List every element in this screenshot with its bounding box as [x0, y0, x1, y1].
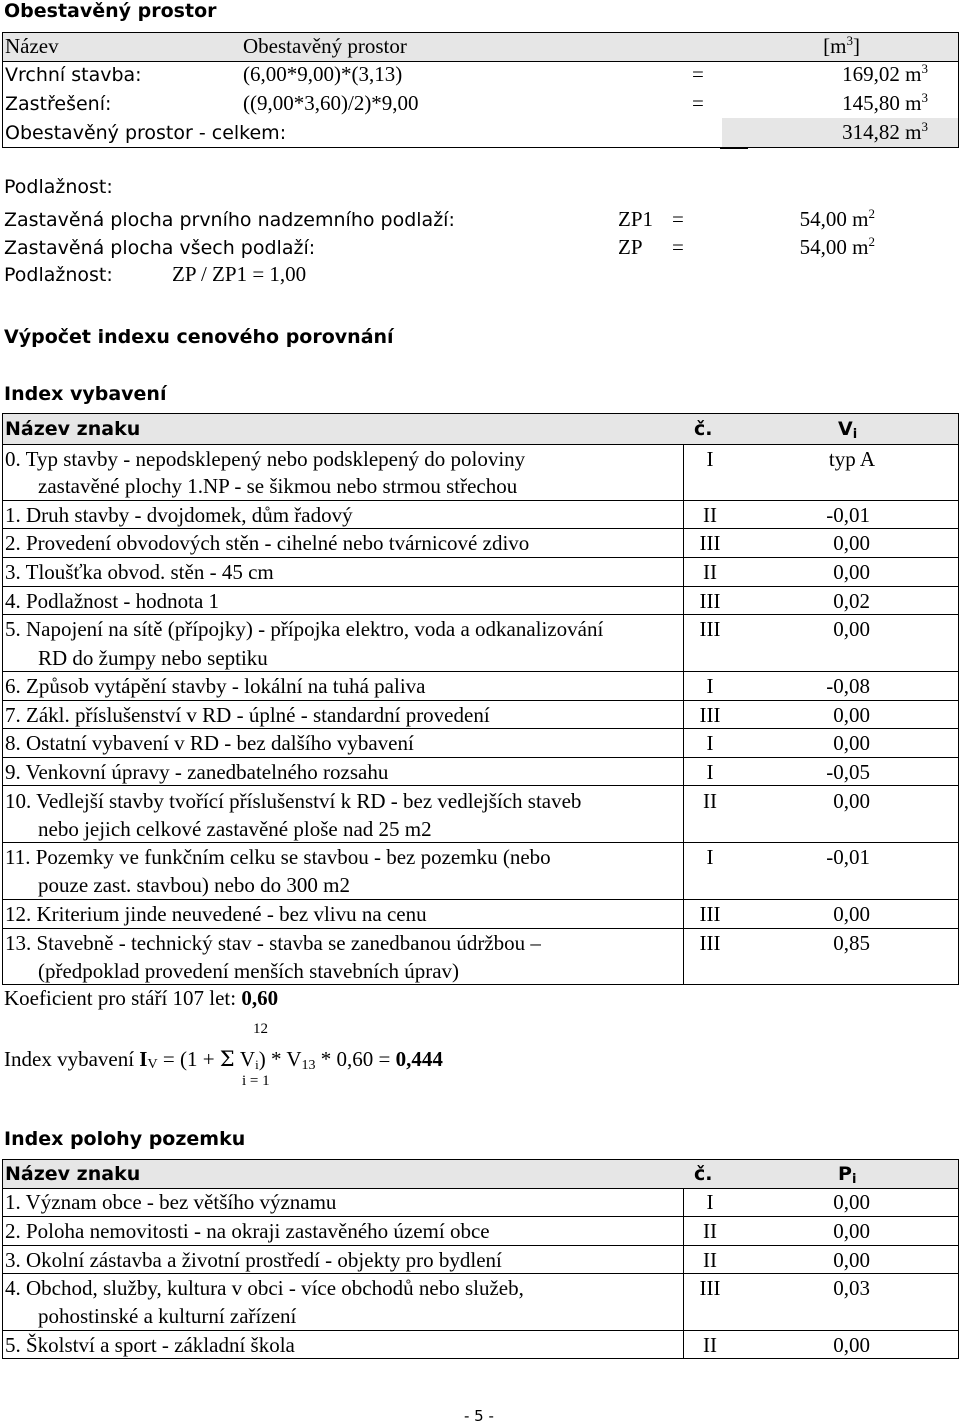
sum-upper-limit: 12 [253, 1021, 268, 1037]
row-num: III [699, 589, 721, 613]
row-num: II [703, 560, 717, 584]
row-line1: 11. Pozemky ve funkčním celku se stavbou - bez pozemku (nebo [5, 845, 551, 869]
row-val: 0,85 [833, 931, 870, 955]
row-line1: 5. Napojení na sítě (přípojky) - přípojka elektro, voda a odkanalizování [5, 617, 604, 641]
calc-title: Výpočet indexu cenového porovnání [4, 326, 394, 348]
podlaznost-code: ZP [618, 235, 643, 259]
divider [720, 147, 748, 149]
row-num: II [703, 1248, 717, 1272]
row-line1: 4. Obchod, služby, kultura v obci - více obchodů nebo služeb, [5, 1276, 524, 1300]
row-num: III [699, 902, 721, 926]
row-line1: 8. Ostatní vybavení v RD - bez dalšího vybavení [5, 731, 414, 755]
row-name: Vrchní stavba: [5, 64, 142, 86]
row-num: II [703, 1219, 717, 1243]
col-header-val: $P_i$ [838, 1163, 857, 1187]
podlaznost-result-label: Podlažnost: [4, 264, 113, 286]
divider [2, 557, 959, 558]
podlaznost-result-formula: ZP / ZP1 = 1,00 [172, 262, 307, 286]
col-header-name: Název [5, 34, 59, 58]
divider [2, 1188, 959, 1189]
divider [2, 1330, 959, 1331]
row-line1: 1. Druh stavby - dvojdomek, dům řadový [5, 503, 353, 527]
row-num: I [706, 731, 714, 755]
row-num: I [706, 1190, 714, 1214]
total-value: 314,82 $m^3$ [842, 119, 928, 144]
row-formula: (6,00*9,00)*(3,13) [243, 62, 403, 86]
row-num: III [699, 1276, 721, 1300]
podlaznost-eq: = [672, 235, 684, 259]
row-num: III [699, 931, 721, 955]
divider [683, 444, 684, 985]
podlaznost-eq: = [672, 207, 684, 231]
row-val: 0,00 [833, 1219, 870, 1243]
divider [2, 757, 959, 758]
divider [2, 728, 959, 729]
row-line1: 4. Podlažnost - hodnota 1 [5, 589, 220, 613]
row-line1: 13. Stavebně - technický stav - stavba se zanedbanou údržbou – [5, 931, 541, 955]
col-header-unit: $[m^3]$ [823, 33, 860, 58]
vybaveni-title: Index vybavení [4, 383, 167, 405]
divider [2, 842, 959, 843]
podlaznost-title: Podlažnost: [4, 176, 113, 198]
row-val: -0,05 [826, 760, 870, 784]
divider [2, 528, 959, 529]
row-num: I [706, 845, 714, 869]
divider [2, 444, 959, 445]
divider [2, 785, 959, 786]
row-line1: 7. Zákl. příslušenství v RD - úplné - standardní provedení [5, 703, 490, 727]
row-line2: (předpoklad provedení menších stavebních úprav) [38, 959, 460, 983]
row-formula: ((9,00*3,60)/2)*9,00 [243, 91, 419, 115]
row-val: -0,01 [826, 845, 870, 869]
row-num: III [699, 703, 721, 727]
col-header-num: č. [694, 418, 713, 440]
row-line2: zastavěné plochy 1.NP - se šikmou nebo strmou střechou [38, 474, 518, 498]
row-eq: = [692, 62, 704, 86]
col-header-name: Název znaku [5, 1163, 141, 1185]
row-line1: 12. Kriterium jinde neuvedené - bez vlivu na cenu [5, 902, 427, 926]
sum-lower-limit: i = 1 [242, 1073, 270, 1089]
poloha-title: Index polohy pozemku [4, 1128, 246, 1150]
row-num: I [706, 674, 714, 698]
row-val: 0,00 [833, 617, 870, 641]
col-header-name: Název znaku [5, 418, 141, 440]
row-value: 169,02 $m^3$ [842, 61, 928, 86]
divider [2, 614, 959, 615]
row-line2: nebo jejich celkové zastavěné ploše nad 25 m2 [38, 817, 432, 841]
row-val: 0,03 [833, 1276, 870, 1300]
row-val: 0,00 [833, 731, 870, 755]
row-val: 0,00 [833, 703, 870, 727]
row-num: II [703, 1333, 717, 1357]
podlaznost-code: ZP1 [618, 207, 654, 231]
divider [2, 61, 959, 62]
row-num: II [703, 789, 717, 813]
row-name: Zastřešení: [5, 93, 112, 115]
podlaznost-label: Zastavěná plocha prvního nadzemního podlaží: [4, 209, 455, 231]
divider [2, 899, 959, 900]
row-line1: 9. Venkovní úpravy - zanedbatelného rozsahu [5, 760, 389, 784]
row-line2: pouze zast. stavbou) nebo do 300 m2 [38, 873, 351, 897]
col-header-formula: Obestavěný prostor [243, 34, 407, 58]
podlaznost-label: Zastavěná plocha všech podlaží: [4, 237, 316, 259]
divider [2, 928, 959, 929]
row-val: 0,00 [833, 531, 870, 555]
divider [2, 500, 959, 501]
divider [2, 1216, 959, 1217]
row-num: III [699, 617, 721, 641]
row-num: I [706, 760, 714, 784]
row-eq: = [692, 91, 704, 115]
row-val: typ A [828, 447, 875, 471]
divider [2, 1273, 959, 1274]
row-line2: RD do žumpy nebo septiku [38, 646, 268, 670]
total-name: Obestavěný prostor - celkem: [5, 122, 287, 144]
section-title: Obestavěný prostor [4, 0, 217, 22]
row-line1: 10. Vedlejší stavby tvořící příslušenství k RD - bez vedlejších staveb [5, 789, 582, 813]
row-line1: 0. Typ stavby - nepodsklepený nebo podsklepený do poloviny [5, 447, 526, 471]
podlaznost-value: 54,00 $m^2$ [799, 206, 875, 231]
podlaznost-value: 54,00 $m^2$ [799, 234, 875, 259]
row-val: 0,02 [833, 589, 870, 613]
row-num: III [699, 531, 721, 555]
formula-expression: Index vybavení IV = (1 + Σ $V_i) * V_{13} * 0,60 = 0,444$ [4, 1047, 443, 1073]
col-header-val: $V_i$ [838, 418, 858, 442]
row-val: -0,01 [826, 503, 870, 527]
divider [2, 671, 959, 672]
row-line1: 6. Způsob vytápění stavby - lokální na tuhá paliva [5, 674, 426, 698]
row-line1: 5. Školství a sport - základní škola [5, 1333, 295, 1357]
row-val: 0,00 [833, 1190, 870, 1214]
age-coefficient: Koeficient pro stáří 107 let: 0,60 [4, 986, 279, 1010]
row-val: -0,08 [826, 674, 870, 698]
row-val: 0,00 [833, 1333, 870, 1357]
row-line1: 1. Význam obce - bez většího významu [5, 1190, 337, 1214]
row-line1: 3. Okolní zástavba a životní prostředí - objekty pro bydlení [5, 1248, 502, 1272]
page-number: - 5 - [464, 1407, 494, 1425]
row-line1: 2. Provedení obvodových stěn - cihelné nebo tvárnicové zdivo [5, 531, 530, 555]
row-line1: 3. Tloušťka obvod. stěn - 45 cm [5, 560, 274, 584]
divider [2, 700, 959, 701]
row-val: 0,00 [833, 1248, 870, 1272]
row-num: I [706, 447, 714, 471]
row-val: 0,00 [833, 560, 870, 584]
row-val: 0,00 [833, 902, 870, 926]
row-num: II [703, 503, 717, 527]
row-value: 145,80 $m^3$ [842, 90, 928, 115]
col-header-num: č. [694, 1163, 713, 1185]
divider [2, 1245, 959, 1246]
divider [2, 586, 959, 587]
sigma-icon: Σ [219, 1047, 235, 1071]
row-val: 0,00 [833, 789, 870, 813]
row-line2: pohostinské a kulturní zařízení [38, 1304, 297, 1328]
row-line1: 2. Poloha nemovitosti - na okraji zastavěného území obce [5, 1219, 490, 1243]
